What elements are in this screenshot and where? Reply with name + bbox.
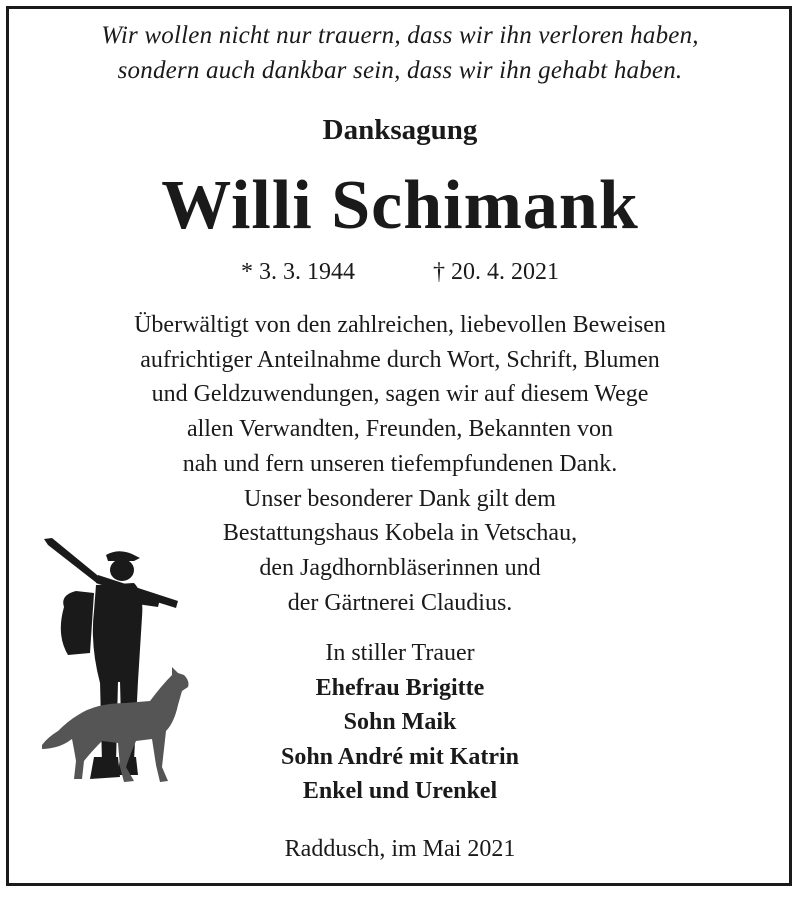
page-heading: Danksagung (322, 114, 478, 146)
mourning-intro: In stiller Trauer (325, 640, 475, 666)
thanks-line: Bestattungshaus Kobela in Vetschau, (222, 520, 578, 547)
quote-line-2: sondern auch dankbar sein, dass wir ihn gehabt haben. (117, 57, 683, 84)
thanks-line: aufrichtiger Anteilnahme durch Wort, Schrift, Blumen (140, 346, 660, 373)
mourners-list (0, 636, 800, 809)
deceased-name: Willi Schimank (161, 167, 639, 244)
thanks-line: nah und fern unseren tiefempfundenen Dank. (182, 450, 618, 477)
death-date: † 20. 4. 2021 (433, 259, 559, 285)
birth-date: * 3. 3. 1944 (241, 259, 355, 285)
quote-line-1: Wir wollen nicht nur trauern, dass wir ihn verloren haben, (101, 22, 699, 49)
thanks-line: Unser besonderer Dank gilt dem (244, 485, 556, 512)
place-and-date: Raddusch, im Mai 2021 (284, 836, 516, 862)
memorial-quote (0, 18, 800, 88)
mourner-name: Enkel und Urenkel (302, 778, 498, 804)
mourner-name: Ehefrau Brigitte (315, 674, 485, 701)
mourner-name: Sohn Maik (343, 709, 457, 735)
thanks-line: der Gärtnerei Claudius. (287, 589, 513, 616)
thanks-line: Überwältigt von den zahlreichen, liebevollen Beweisen (134, 312, 666, 338)
thanks-line: den Jagdhornbläserinnen und (259, 554, 541, 581)
thanks-line: allen Verwandten, Freunden, Bekannten von (186, 416, 614, 443)
thanks-line: und Geldzuwendungen, sagen wir auf diesem Wege (151, 381, 649, 408)
life-dates (0, 256, 800, 288)
mourner-name: Sohn André mit Katrin (280, 743, 520, 770)
